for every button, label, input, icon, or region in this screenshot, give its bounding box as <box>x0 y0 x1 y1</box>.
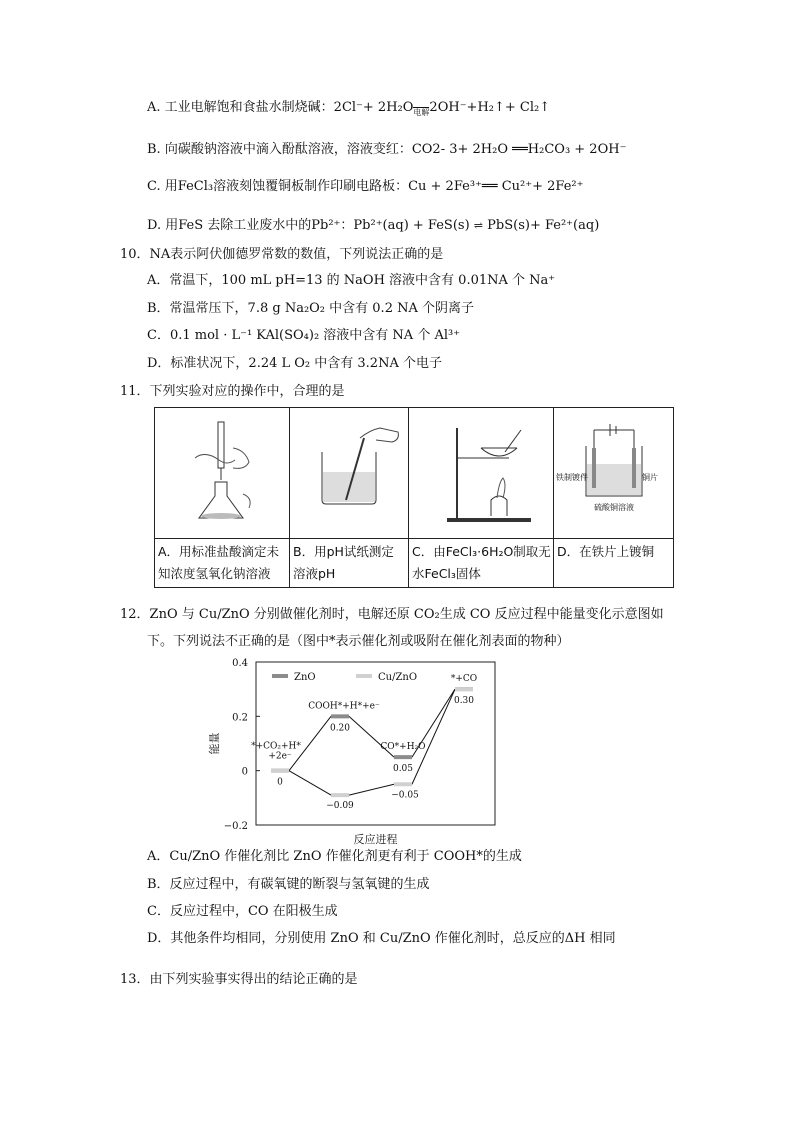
state-label-start-2: +2e⁻ <box>268 751 292 762</box>
legend-label-0: ZnO <box>294 672 316 683</box>
q12-stem-line2: 下。下列说法不正确的是（图中*表示催化剂或吸附在催化剂表面的物种） <box>147 634 570 649</box>
q10-option-c: C．0.1 mol · L⁻¹ KAl(SO₄)₂ 溶液中含有 NA 个 Al³⁺ <box>147 328 461 343</box>
q9-option-c: C. 用FeCl₃溶液刻蚀覆铜板制作印刷电路板：Cu + 2Fe³⁺══ Cu²⁺+ 2Fe²⁺ <box>147 179 584 194</box>
energy-profile-chart <box>200 652 510 851</box>
q11-experiment-table <box>154 407 674 588</box>
data-label-cu-cooh: −0.09 <box>326 801 354 812</box>
q10-option-b: B．常温常压下，7.8 g Na₂O₂ 中含有 0.2 NA 个阴离子 <box>147 301 474 316</box>
q12-stem-line1: 12．ZnO 与 Cu/ZnO 分别做催化剂时，电解还原 CO₂生成 CO 反应过程中能量变化示意图如 <box>120 607 664 622</box>
q9-option-d: D. 用FeS 去除工业废水中的Pb²⁺：Pb²⁺(aq) + FeS(s) ⇌ PbS(s)+ Fe²⁺(aq) <box>147 218 600 233</box>
data-label-zno-co: 0.05 <box>392 764 414 775</box>
state-label-end: *+CO <box>450 674 478 685</box>
q12-option-d: D．其他条件均相同，分别使用 ZnO 和 Cu/ZnO 作催化剂时，总反应的ΔH 相同 <box>147 931 616 946</box>
svg-text:铜片: 铜片 <box>642 473 658 482</box>
y-tick-label: 0 <box>241 766 248 778</box>
series-connector <box>289 771 331 795</box>
state-label-start-1: *+CO₂+H* <box>251 741 301 752</box>
data-label-cu-co: −0.05 <box>391 790 419 801</box>
evaporating-dish-icon <box>409 408 553 532</box>
y-axis-label: 能量 <box>208 732 221 755</box>
data-label-start: 0 <box>277 777 283 788</box>
q10-option-d: D．标准状况下，2.24 L O₂ 中含有 3.2NA 个电子 <box>147 356 442 371</box>
q10-option-a: A．常温下，100 mL pH=13 的 NaOH 溶液中含有 0.01NA 个 Na⁺ <box>147 273 556 288</box>
q12-option-a: A．Cu/ZnO 作催化剂比 ZnO 作催化剂更有利于 COOH*的生成 <box>147 849 522 864</box>
y-tick-label: −0.2 <box>223 821 248 832</box>
q11-stem: 11．下列实验对应的操作中，合理的是 <box>120 384 345 399</box>
y-tick-label: 0.4 <box>232 658 248 669</box>
q11-caption-b: B．用pH试纸测定溶液pH <box>293 543 394 581</box>
beaker-glass-rod-icon <box>290 408 408 532</box>
data-label-zno-cooh: 0.20 <box>329 723 351 734</box>
q11-caption-c: C．由FeCl₃·6H₂O制取无水FeCl₃固体 <box>412 543 551 581</box>
q12-option-c: C．反应过程中，CO 在阳极生成 <box>147 904 338 919</box>
series-connector <box>412 689 455 784</box>
titration-flask-icon <box>155 408 289 532</box>
q9-option-b: B. 向碳酸钠溶液中滴入酚酞溶液，溶液变红：CO2- 3+ 2H₂O ══H₂CO₃ + 2OH⁻ <box>147 142 627 157</box>
data-label-end: 0.30 <box>453 696 475 707</box>
q11-caption-a: A．用标准盐酸滴定未知浓度氢氧化钠溶液 <box>158 543 280 581</box>
q12-option-b: B．反应过程中，有碳氧键的断裂与氢氧键的生成 <box>147 877 430 892</box>
equilibrium-arrow-icon: ⇌ <box>473 219 484 232</box>
y-tick-label: 0.2 <box>232 712 248 724</box>
svg-text:铁制镀件: 铁制镀件 <box>556 473 588 482</box>
q13-stem: 13．由下列实验事实得出的结论正确的是 <box>120 972 358 987</box>
state-label-cooh: COOH*+H*+e⁻ <box>308 701 380 712</box>
q9-option-a: A. 工业电解饱和食盐水制烧碱：$2Cl^-+ 2H_2O_{电解}2OH^-+H_2↑+$ Cl₂↑ <box>147 100 551 117</box>
electroplating-cell-icon <box>554 408 673 532</box>
svg-text:硫酸铜溶液: 硫酸铜溶液 <box>594 503 634 512</box>
series-connector <box>349 784 394 795</box>
q10-stem: 10．NA表示阿伏伽德罗常数的数值，下列说法正确的是 <box>120 247 444 262</box>
state-label-co-ads: CO*+H₂O <box>380 742 426 753</box>
x-axis-label: 反应进程 <box>353 833 398 846</box>
q11-caption-d: D．在铁片上镀铜 <box>557 543 655 559</box>
legend-label-1: Cu/ZnO <box>378 672 418 683</box>
